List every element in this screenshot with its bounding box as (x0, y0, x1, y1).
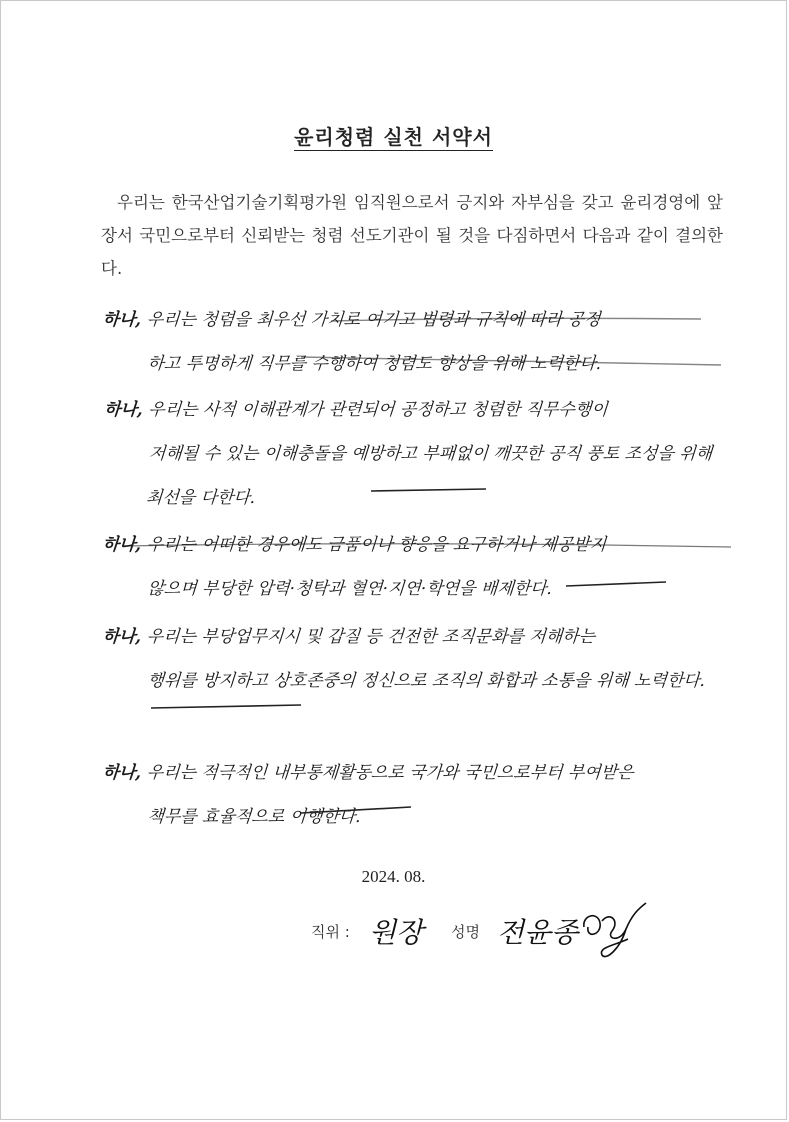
pledge-marker: 하나, (101, 627, 143, 647)
pledge-line-1: 우리는 사적 이해관계가 관련되어 공정하고 청렴한 직무수행이 (147, 400, 609, 420)
pledge-line-2: 하고 투명하게 직무를 수행하여 청렴도 향상을 위해 노력한다. (146, 354, 602, 374)
pledge-marker: 하나, (103, 400, 144, 420)
pledge-item-5 (98, 751, 734, 839)
pledge-line-2: 행위를 방지하고 상호존중의 정신으로 조직의 화합과 소통을 위해 노력한다. (146, 671, 706, 691)
pledge-line-2: 책무를 효율적으로 이행한다. (146, 807, 362, 827)
pledge-line-1: 우리는 적극적인 내부통제활동으로 국가와 국민으로부터 부여받은 (146, 763, 635, 783)
position-value: 원장 (369, 916, 424, 949)
pledge-item-1 (98, 298, 734, 386)
pledge-item-3 (98, 523, 734, 611)
name-label: 성명 (451, 923, 480, 941)
pledge-item-4 (98, 615, 734, 703)
document-title: 윤리청렴 실천 서약서 (294, 125, 493, 149)
pledge-line-1: 우리는 부당업무지시 및 갑질 등 건전한 조직문화를 저해하는 (146, 627, 596, 647)
pledge-line-1: 우리는 어떠한 경우에도 금품이나 향응을 요구하거나 제공받지 (146, 535, 607, 555)
pledge-marker: 하나, (101, 310, 143, 330)
pledge-marker: 하나, (101, 763, 143, 783)
intro-paragraph: 우리는 한국산업기술기획평가원 임직원으로서 긍지와 자부심을 갖고 윤리경영에 앞장서 국민으로부터 신뢰받는 청렴 선도기관이 될 것을 다짐하면서 다음과 같이 결의한다. (101, 193, 723, 278)
pledge-date: 2024. 08. (361, 867, 426, 886)
name-value: 전윤종 (497, 916, 579, 949)
pledge-line-1: 우리는 청렴을 최우선 가치로 여기고 법령과 규칙에 따라 공정 (146, 310, 602, 330)
pledge-item-2 (96, 388, 735, 520)
pledge-line-2: 저해될 수 있는 이해충돌을 예방하고 부패없이 깨끗한 공직 풍토 조성을 위해 최선을 다한다. (145, 444, 713, 508)
pledge-marker: 하나, (101, 535, 143, 555)
position-label: 직위 : (311, 923, 350, 941)
signature-mark (576, 899, 656, 969)
pledge-line-2: 않으며 부당한 압력·청탁과 혈연·지연·학연을 배제한다. (146, 579, 553, 599)
